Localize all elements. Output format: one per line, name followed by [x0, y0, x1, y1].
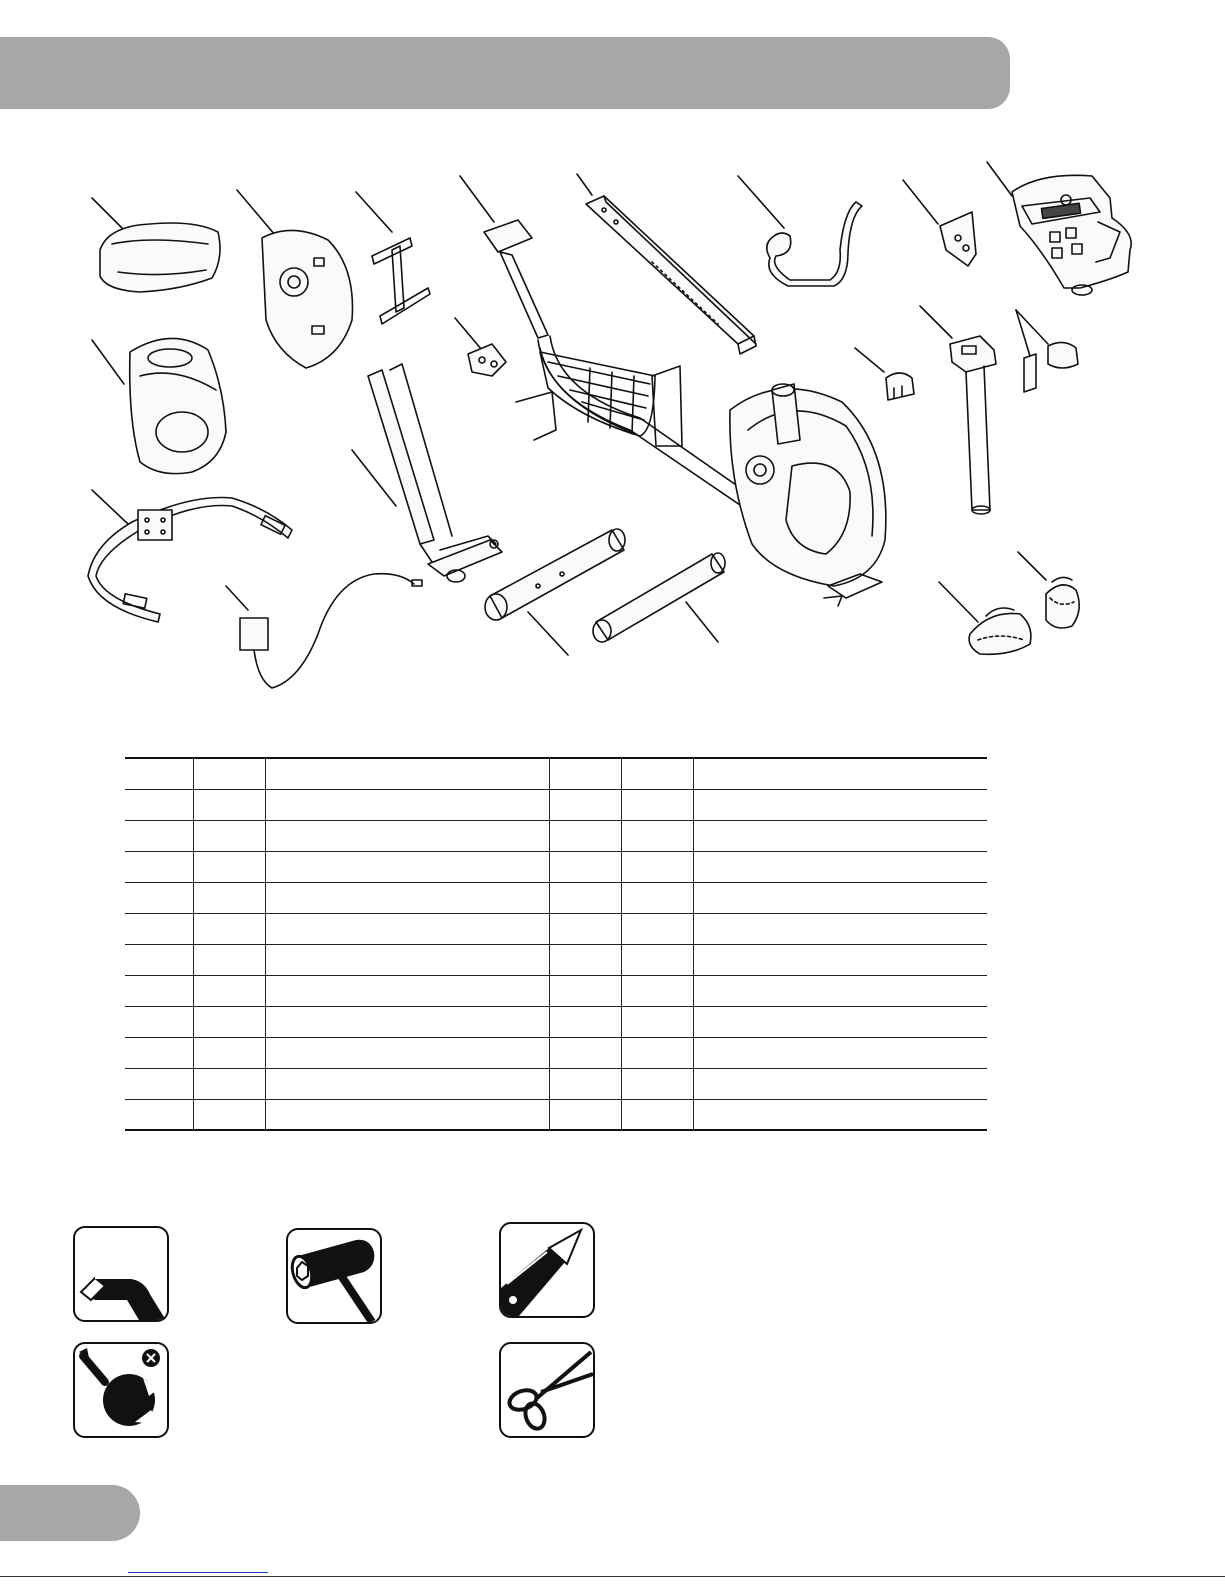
table-cell — [693, 1006, 987, 1037]
seat-handlebar — [88, 490, 292, 622]
table-cell — [693, 789, 987, 820]
table-cell — [125, 789, 193, 820]
table-cell — [549, 1006, 621, 1037]
header-bar — [0, 37, 1010, 109]
front-stabilizer-bracket — [455, 318, 506, 376]
table-cell — [549, 851, 621, 882]
table-row — [125, 975, 987, 1006]
table-cell — [193, 1037, 265, 1068]
seat-frame — [352, 364, 502, 582]
table-cell — [549, 758, 621, 789]
table-cell — [549, 944, 621, 975]
table-cell — [193, 1006, 265, 1037]
table-row — [125, 820, 987, 851]
console — [987, 162, 1131, 295]
footer-link-underline — [128, 1572, 268, 1573]
table-cell — [193, 1068, 265, 1099]
table-cell — [193, 789, 265, 820]
table-cell — [693, 851, 987, 882]
table-cell — [621, 882, 693, 913]
table-row — [125, 851, 987, 882]
table-cell — [125, 913, 193, 944]
scissors-icon — [501, 1344, 593, 1436]
table-cell — [265, 944, 549, 975]
table-cell — [621, 820, 693, 851]
table-row — [125, 882, 987, 913]
table-cell — [621, 975, 693, 1006]
table-row — [125, 1099, 987, 1130]
allen-wrench-tool — [73, 1226, 169, 1322]
scissors-tool — [499, 1342, 595, 1438]
table-cell — [125, 1099, 193, 1130]
table-cell — [193, 944, 265, 975]
socket-wrench-icon — [288, 1230, 380, 1322]
table-cell — [193, 851, 265, 882]
table-cell — [125, 944, 193, 975]
socket-wrench-tool — [286, 1228, 382, 1324]
table-cell — [549, 913, 621, 944]
table-row — [125, 1037, 987, 1068]
seat — [92, 198, 220, 292]
table-cell — [549, 1068, 621, 1099]
table-cell — [265, 758, 549, 789]
table-cell — [125, 1068, 193, 1099]
ac-adapter — [226, 574, 422, 688]
table-cell — [693, 758, 987, 789]
table-row — [125, 913, 987, 944]
main-frame — [460, 176, 886, 606]
table-cell — [549, 789, 621, 820]
table-cell — [621, 758, 693, 789]
table-cell — [621, 851, 693, 882]
utility-knife-tool — [499, 1222, 595, 1318]
table-cell — [693, 975, 987, 1006]
table-cell — [621, 1068, 693, 1099]
table-cell — [621, 1037, 693, 1068]
table-cell — [549, 975, 621, 1006]
utility-knife-icon — [501, 1224, 593, 1316]
table-cell — [549, 1099, 621, 1130]
parts-diagram — [0, 140, 1225, 700]
right-pedal — [1018, 552, 1079, 628]
rear-stabilizer — [593, 553, 725, 642]
table-cell — [193, 882, 265, 913]
table-cell — [693, 944, 987, 975]
table-cell — [193, 1099, 265, 1130]
table-cell — [265, 820, 549, 851]
table-cell — [549, 1037, 621, 1068]
table-cell — [693, 1037, 987, 1068]
table-row — [125, 1068, 987, 1099]
table-cell — [193, 758, 265, 789]
table-cell — [693, 1068, 987, 1099]
table-row — [125, 758, 987, 789]
table-cell — [621, 944, 693, 975]
table-cell — [265, 1068, 549, 1099]
table-cell — [265, 882, 549, 913]
table-cell — [265, 789, 549, 820]
table-cell — [621, 913, 693, 944]
table-cell — [693, 913, 987, 944]
table-cell — [693, 882, 987, 913]
front-stabilizer — [485, 529, 625, 655]
table-row — [125, 789, 987, 820]
table-cell — [621, 789, 693, 820]
table-cell — [193, 975, 265, 1006]
table-cell — [549, 882, 621, 913]
table-row — [125, 944, 987, 975]
table-cell — [265, 975, 549, 1006]
seat-rail — [577, 174, 756, 354]
table-cell — [125, 851, 193, 882]
table-cell — [621, 1099, 693, 1130]
table-cell — [193, 820, 265, 851]
table-cell — [125, 1037, 193, 1068]
table-cell — [125, 882, 193, 913]
upper-handlebar — [738, 176, 862, 286]
table-cell — [621, 1006, 693, 1037]
table-cell — [693, 820, 987, 851]
handle-cap — [855, 348, 914, 400]
bottle-holder — [1016, 310, 1078, 392]
table-cell — [265, 1099, 549, 1130]
console-bracket — [903, 180, 976, 266]
table-cell — [125, 975, 193, 1006]
table-cell — [193, 913, 265, 944]
table-cell — [265, 1037, 549, 1068]
table-cell — [265, 1006, 549, 1037]
screwdriver-wrench-tool — [73, 1342, 169, 1438]
allen-wrench-icon — [75, 1228, 167, 1320]
seat-bracket — [356, 192, 430, 324]
table-cell — [125, 758, 193, 789]
table-cell — [265, 851, 549, 882]
page-number-tab — [0, 1485, 140, 1541]
backrest — [92, 338, 226, 473]
table-cell — [693, 1099, 987, 1130]
rear-shroud — [237, 190, 353, 368]
upright — [920, 306, 996, 514]
table-cell — [125, 820, 193, 851]
table-row — [125, 1006, 987, 1037]
table-cell — [265, 913, 549, 944]
left-pedal — [939, 582, 1031, 654]
table-cell — [549, 820, 621, 851]
footer-rule — [0, 1576, 1225, 1577]
table-cell — [125, 1006, 193, 1037]
screwdriver-wrench-icon — [75, 1344, 167, 1436]
parts-table — [125, 757, 987, 1131]
